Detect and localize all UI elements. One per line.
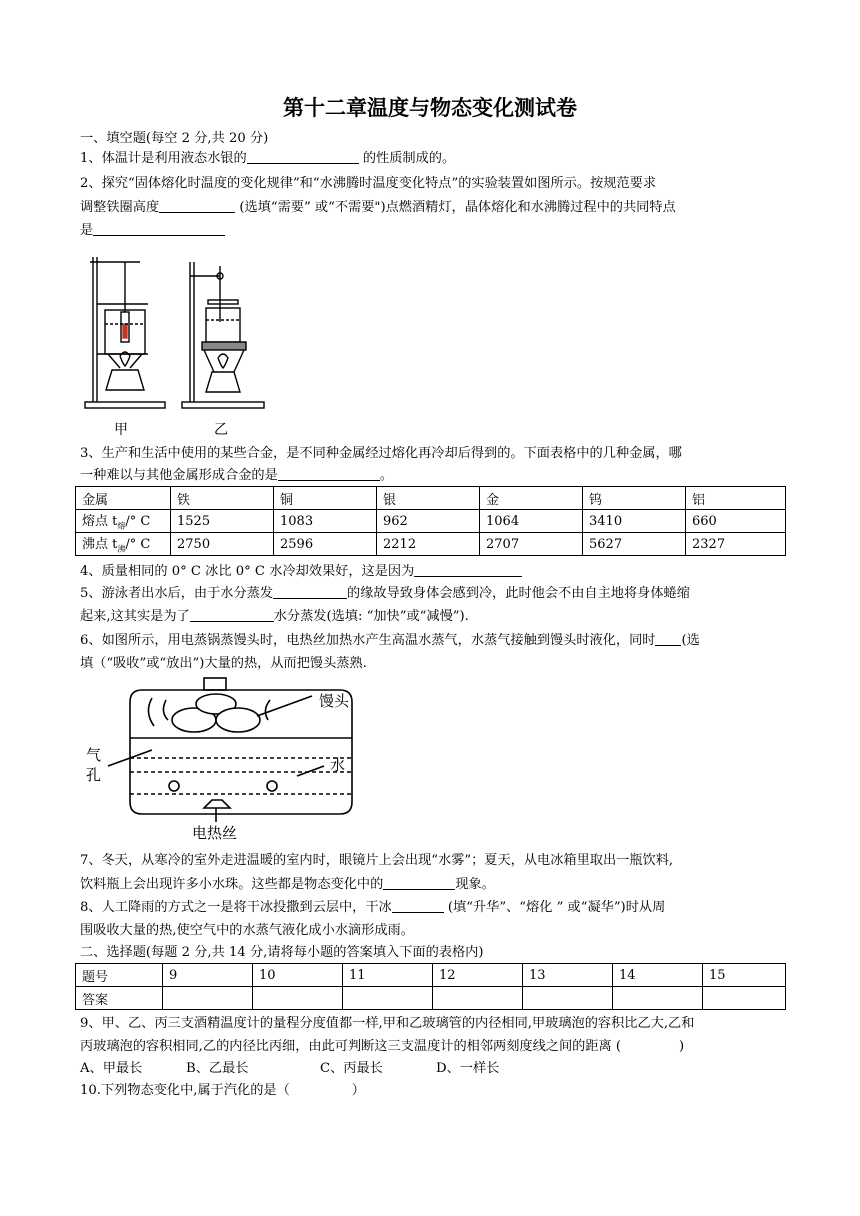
table-cell: 2707 — [480, 533, 583, 556]
table-header-cell: 11 — [343, 964, 433, 987]
steamer-lid-knob — [204, 678, 226, 690]
answer-cell[interactable] — [523, 987, 613, 1010]
table-cell: 2327 — [686, 533, 786, 556]
table-header-cell: 金 — [480, 487, 583, 510]
answer-blank — [414, 563, 522, 577]
question-3-line-2: 一种难以与其他金属形成合金的是 。 — [80, 468, 393, 483]
table-header-cell: 12 — [433, 964, 523, 987]
table-header-cell: 13 — [523, 964, 613, 987]
table-header-cell: 金属 — [76, 487, 171, 510]
option-b: B、乙最长 — [186, 1061, 249, 1076]
question-2-line-2: 调整铁圈高度 (选填“需要” 或“不需要")点燃酒精灯，晶体熔化和水沸腾过程中的共同特点 — [80, 200, 676, 215]
section-choice-heading: 二、选择题(每题 2 分,共 14 分,请将每小题的答案填入下面的表格内) — [80, 945, 484, 960]
question-7-line-1: 7、冬天，从寒冷的室外走进温暖的室内时，眼镜片上会出现“水雾”；夏天，从电冰箱里取出一瓶饮料, — [80, 853, 674, 868]
section-fill-blank-heading: 一、填空题(每空 2 分,共 20 分) — [80, 131, 269, 146]
apparatus-jia — [85, 257, 165, 408]
figure-experiment-apparatus — [80, 252, 270, 442]
answer-table — [75, 963, 786, 1010]
question-2-line-3: 是 — [80, 222, 786, 240]
answer-cell[interactable] — [703, 987, 786, 1010]
table-row — [76, 533, 786, 556]
answer-blank — [273, 585, 347, 599]
answer-cell[interactable] — [613, 987, 703, 1010]
table-header-cell: 题号 — [76, 964, 163, 987]
apparatus-yi — [182, 262, 264, 408]
question-6-line-2: 填（“吸收”或“放出”)大量的热，从而把馒头蒸熟. — [80, 656, 367, 671]
table-cell: 962 — [377, 510, 480, 533]
option-c: C、丙最长 — [320, 1061, 383, 1076]
answer-blank — [278, 467, 380, 481]
question-5-line-2: 起来,这其实是为了 水分蒸发(选填: “加快”或“减慢”). — [80, 609, 469, 624]
page-title: 第十二章温度与物态变化测试卷 — [283, 96, 577, 120]
table-row — [76, 487, 786, 510]
table-row — [76, 987, 786, 1010]
question-8-line-2: 围吸收大量的热,使空气中的水蒸气液化成小水滴形成雨。 — [80, 923, 414, 938]
question-7-line-2: 饮料瓶上会出现许多小水珠。这些都是物态变化中的 现象。 — [80, 877, 495, 892]
table-row — [76, 964, 786, 987]
answer-blank — [93, 222, 225, 236]
label-water: 水 — [330, 756, 346, 774]
option-d: D、一样长 — [436, 1061, 500, 1076]
answer-row-label: 答案 — [76, 987, 163, 1010]
table-header-cell: 钨 — [583, 487, 686, 510]
answer-cell[interactable] — [253, 987, 343, 1010]
row-label-melting-point: 熔点 $t_熔/^\circ$ C — [76, 510, 171, 533]
figure-label-yi: 乙 — [214, 422, 228, 438]
question-9-options — [80, 1060, 786, 1078]
table-cell: 1064 — [480, 510, 583, 533]
table-header-cell: 9 — [163, 964, 253, 987]
question-3-line-1: 3、生产和生活中使用的某些合金，是不同种金属经过熔化再冷却后得到的。下面表格中的几种金属，哪 — [80, 446, 682, 461]
answer-cell[interactable] — [163, 987, 253, 1010]
question-9-line-2: 丙玻璃泡的容积相同,乙的内径比丙细，由此可判断这三支温度计的相邻两刻度线之间的距离 ( ) — [80, 1039, 685, 1054]
table-cell: 3410 — [583, 510, 686, 533]
question-5-line-1: 5、游泳者出水后，由于水分蒸发 的缘故导致身体会感到冷，此时他会不由自主地将身体蜷缩 — [80, 586, 690, 601]
table-cell: 1083 — [274, 510, 377, 533]
table-header-cell: 铁 — [171, 487, 274, 510]
label-heating-wire: 电热丝 — [192, 824, 238, 842]
answer-blank — [392, 899, 444, 913]
option-a: A、甲最长 — [80, 1061, 143, 1076]
answer-cell[interactable] — [343, 987, 433, 1010]
question-9-line-1: 9、甲、乙、丙三支酒精温度计的量程分度值都一样,甲和乙玻璃管的内径相同,甲玻璃泡的容积比乙大,乙和 — [80, 1016, 695, 1031]
table-header-cell: 银 — [377, 487, 480, 510]
table-header-cell: 铜 — [274, 487, 377, 510]
table-row — [76, 510, 786, 533]
figure-steamer — [82, 676, 382, 844]
table-header-cell: 14 — [613, 964, 703, 987]
table-header-cell: 10 — [253, 964, 343, 987]
question-6-line-1: 6、如图所示，用电蒸锅蒸馒头时，电热丝加热水产生高温水蒸气，水蒸气接触到馒头时液化，同时 (选 — [80, 633, 700, 648]
question-1: 1、体温计是利用液态水银的 的性质制成的。 — [80, 151, 456, 166]
label-air-hole-1: 气 — [86, 746, 102, 764]
answer-cell[interactable] — [433, 987, 523, 1010]
label-air-hole-2: 孔 — [86, 766, 102, 784]
answer-blank — [383, 876, 455, 890]
answer-blank — [655, 632, 681, 646]
figure-label-jia: 甲 — [114, 422, 128, 438]
table-header-cell: 15 — [703, 964, 786, 987]
row-label-boiling-point: 沸点 $t_沸/^\circ$ C — [76, 533, 171, 556]
table-header-cell: 铝 — [686, 487, 786, 510]
table-cell: 5627 — [583, 533, 686, 556]
answer-blank — [159, 199, 235, 213]
question-2-line-1: 2、探究“固体熔化时温度的变化规律”和“水沸腾时温度变化特点”的实验装置如图所示。按规范要求 — [80, 176, 657, 191]
answer-blank — [247, 150, 359, 164]
table-cell: 1525 — [171, 510, 274, 533]
table-cell: 2596 — [274, 533, 377, 556]
table-cell: 2750 — [171, 533, 274, 556]
question-4: 4、质量相同的 0° C 冰比 0° C 水冷却效果好，这是因为 — [80, 563, 786, 581]
bun-shape — [216, 708, 260, 732]
label-bun: 馒头 — [319, 692, 350, 710]
question-8-line-1: 8、人工降雨的方式之一是将干冰投撒到云层中，干冰 (填“升华”、“熔化 ” 或“凝华”)时从周 — [80, 900, 666, 915]
table-cell: 660 — [686, 510, 786, 533]
table-cell: 2212 — [377, 533, 480, 556]
question-10: 10.下列物态变化中,属于汽化的是（ ） — [80, 1083, 365, 1098]
metal-properties-table — [75, 486, 786, 556]
answer-blank — [190, 608, 274, 622]
